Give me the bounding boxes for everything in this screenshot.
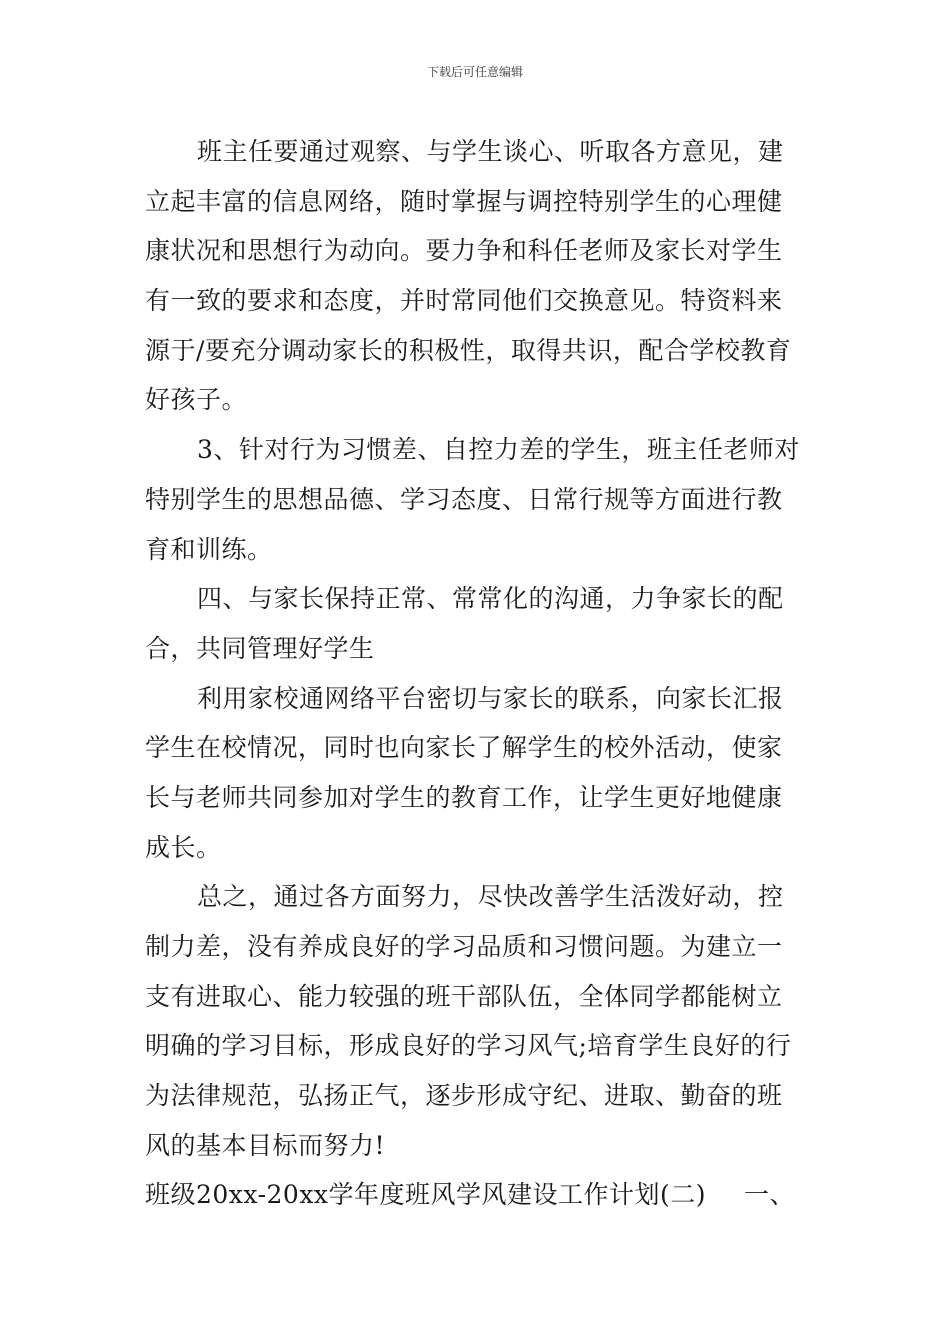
paragraph-line: 为法律规范，弘扬正气，逐步形成守纪、进取、勤奋的班	[145, 1081, 783, 1111]
paragraph-line: 好孩子。	[145, 385, 248, 415]
paragraph-line: 立起丰富的信息网络，随时掌握与调控特别学生的心理健	[145, 186, 783, 216]
paragraph-line: 有一致的要求和态度，并时常同他们交换意见。特资料来	[145, 286, 783, 316]
paragraph-line: 育和训练。	[145, 534, 273, 564]
plan-title-line	[145, 1170, 795, 1220]
plan-title: 班级20xx-20xx学年度班风学风建设工作计划(二)	[145, 1180, 707, 1210]
section-heading-line: 四、与家长保持正常、常常化的沟通，力争家长的配	[197, 584, 784, 614]
page-header: 下载后可任意编辑	[426, 65, 523, 79]
paragraph-line: 源于/要充分调动家长的积极性，取得共识，配合学校教育	[145, 335, 792, 365]
paragraph-line: 风的基本目标而努力!	[145, 1130, 386, 1160]
paragraph-line: 成长。	[145, 832, 222, 862]
paragraph-line: 学生在校情况，同时也向家长了解学生的校外活动，使家	[145, 733, 783, 763]
plan-title-section-number: 一、	[743, 1180, 795, 1210]
paragraph-line: 支有进取心、能力较强的班干部队伍，全体同学都能树立	[145, 981, 783, 1011]
paragraph-line: 3、针对行为习惯差、自控力差的学生，班主任老师对	[197, 435, 800, 465]
paragraph-line: 制力差，没有养成良好的学习品质和习惯问题。为建立一	[145, 932, 783, 961]
paragraph-line: 长与老师共同参加对学生的教育工作，让学生更好地健康	[145, 782, 783, 812]
section-heading-line: 合，共同管理好学生	[145, 633, 375, 663]
document-body	[145, 127, 805, 1220]
paragraph-line: 利用家校通网络平台密切与家长的联系，向家长汇报	[197, 683, 784, 713]
paragraph-line: 特别学生的思想品德、学习态度、日常行规等方面进行教	[145, 484, 783, 514]
paragraph-line: 明确的学习目标，形成良好的学习风气;培育学生良好的行	[145, 1031, 792, 1061]
paragraph-line: 班主任要通过观察、与学生谈心、听取各方意见，建	[197, 137, 784, 166]
paragraph-line: 总之，通过各方面努力，尽快改善学生活泼好动，控	[197, 882, 784, 912]
paragraph-line: 康状况和思想行为动向。要力争和科任老师及家长对学生	[145, 236, 783, 266]
